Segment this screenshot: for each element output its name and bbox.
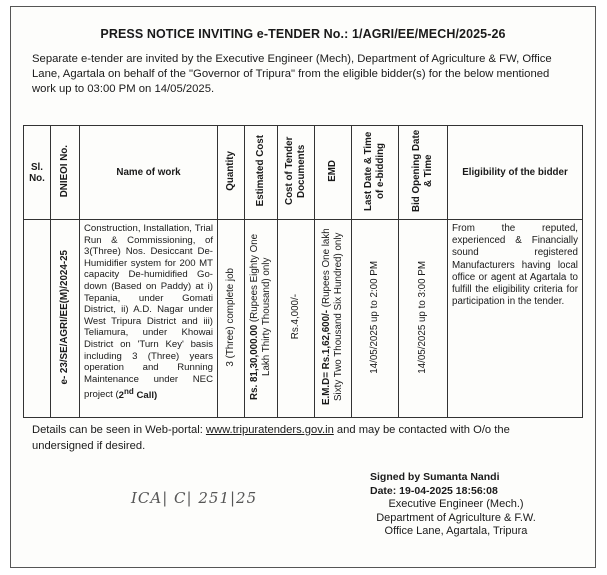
digital-signature [370, 470, 500, 498]
cell-emd: E.M.D= Rs.1,62,600/- (Rupees One lakh Sixty Two Thousand Six Hundred) only [315, 220, 352, 418]
header-last-date: Last Date & Time of e-bidding [352, 126, 399, 220]
cell-last-date: 14/05/2025 up to 2:00 PM [352, 220, 399, 418]
cell-sl [24, 220, 51, 418]
header-emd: EMD [315, 126, 352, 220]
designation: Executive Engineer (Mech.) [388, 498, 524, 510]
department: Department of Agriculture & F.W. [376, 511, 536, 524]
office-address: Office Lane, Agartala, Tripura [384, 525, 528, 537]
handwritten-reference: ICA| C| 251|25 [131, 489, 258, 507]
header-work: Name of work [80, 126, 218, 220]
details-text: Details can be seen in Web-portal: www.tripuratenders.gov.in and may be contacted with O/o the undersigned if desired. [32, 424, 510, 452]
header-bid-opening: Bid Opening Date & Time [399, 126, 448, 220]
cell-dnieoi: e- 23/SE/AGRI/EE(M)/2024-25 [51, 220, 80, 418]
cell-cost-docs: Rs.4,000/- [278, 220, 315, 418]
tender-table [23, 125, 583, 418]
notice-title: PRESS NOTICE INVITING e-TENDER No.: 1/AGRI/EE/MECH/2025-26 [100, 27, 506, 41]
cell-estimated-cost: Rs. 81,30,000.00 (Rupees Eighty One Lakh Thirty Thousand) only [245, 220, 278, 418]
header-quantity: Quantity [218, 126, 245, 220]
tender-notice-page [10, 6, 596, 568]
cell-eligibility: From the reputed, experienced & Financially sound registered Manufacturers having local office or agent at Agartala to fulfill the eligibility criteria for participation in the tender. [448, 220, 583, 418]
header-estimated-cost: Estimated Cost [245, 126, 278, 220]
header-cost-docs: Cost of Tender Documents [278, 126, 315, 220]
notice-intro: Separate e-tender are invited by the Executive Engineer (Mech), Department of Agriculture & FW, Office Lane, Agartala on behalf of the "Governor of Tripura" from the eligible bidder(s) for the below mentioned work up to 03:00 PM on 14/05/2025. [32, 53, 552, 95]
cell-bid-opening: 14/05/2025 up to 3:00 PM [399, 220, 448, 418]
web-portal-link[interactable]: www.tripuratenders.gov.in [205, 424, 334, 436]
cell-quantity: 3 (Three) complete job [218, 220, 245, 418]
cell-work: Construction, Installation, Trial Run & Commissioning, of 3(Three) Nos. Desiccant De-Humidifier system for 200 MT capacity De-humidified Go-down (Based on Paddy) at i) Tepania, under Gomati District, ii) A.D. Nagar under West Tripura District and iii) Teliamura, under Khowai District on 'Turn Key' basis including 3 (Three) years operation and Running Maintenance under NEC project (2nd Call) [80, 220, 218, 418]
signed-date: Date: 19-04-2025 18:56:08 [370, 485, 498, 497]
signatory-block [341, 498, 571, 539]
signed-by: Signed by Sumanta Nandi [370, 471, 500, 483]
header-eligibility: Eligibility of the bidder [448, 126, 583, 220]
header-sl: Sl. No. [24, 126, 51, 220]
table-header-row [24, 126, 583, 220]
table-row [24, 220, 583, 418]
header-dnieoi: DNIEOI No. [51, 126, 80, 220]
